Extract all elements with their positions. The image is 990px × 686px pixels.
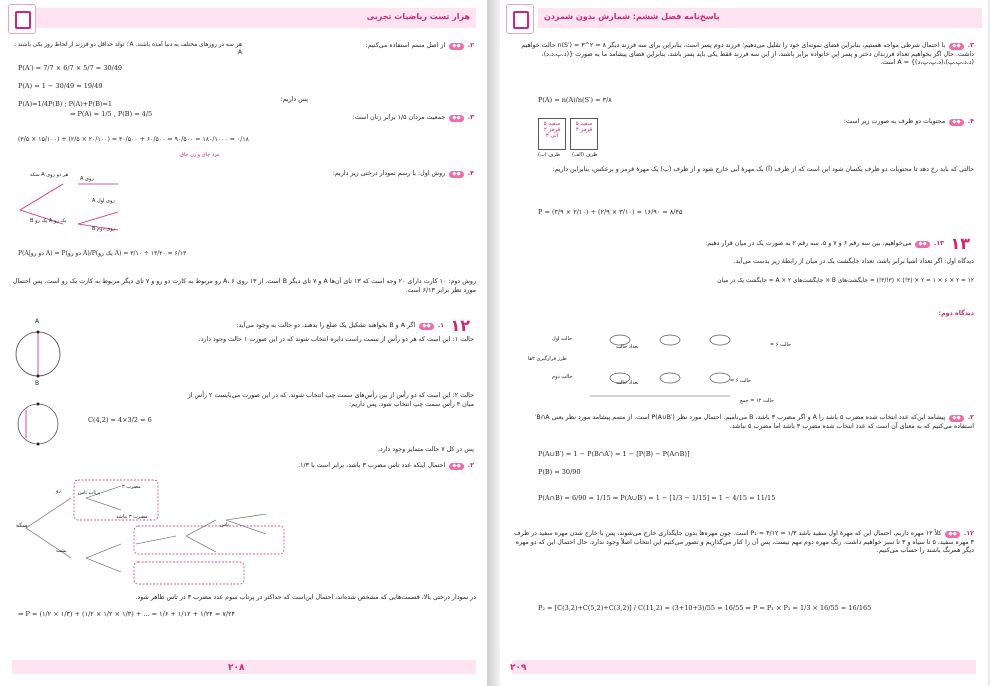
header-title: پاسخ‌نامه فصل ششم: شمارش بدون شمردن <box>544 12 720 21</box>
container-b-label: ظرف (ب) <box>538 152 561 158</box>
q6-tree-tails: پشت <box>56 548 67 554</box>
q6-tree-die: تاس <box>220 522 230 528</box>
book-logo-icon <box>8 4 36 34</box>
q5-conclusion: پس در کل ۷ حالت متمایز وجود دارد. <box>377 446 474 453</box>
q4-tree-label-3: روی اول A <box>92 198 115 204</box>
q13-case-1: حالت اول <box>552 336 573 342</box>
q13-count-label-1: تعداد حالت <box>616 344 639 350</box>
q6-tree-diagram <box>16 478 316 588</box>
q2-math-2: P(B) = 30/90 <box>538 468 581 476</box>
q4-math: P(A|دو رو A) = P(دو رو A)/P(یک رو A) = ۳/۱۰ ÷ ۱۳/۲۰ = ۶/۱۳ <box>18 250 187 257</box>
q12-math: P₂ = [C(3,2)+C(5,2)+C(3,2)] / C(11,2) = (3+10+3)/55 = 16/55 ⇒ P = P₁ × P₂ = 1/3 × 16/55 = 16/165 <box>538 604 872 612</box>
q3-math: P(A) = n(A)/n(S′) = ۳/۸ <box>538 96 612 104</box>
q2-math-1: P(A′) = 7/7 × 6/7 × 5/7 = 30/49 <box>18 64 123 72</box>
q4-intro: ۴. ◆◆ محتویات دو ظرف به صورت زیر است: <box>843 118 974 125</box>
q13-case-result-2: حالت ۶ = <box>730 378 752 384</box>
q5-case-1: حالت ۱: این است که هر دو رأس از سمت راست دایره انتخاب شوند که در این صورت ۱ حالت وجود دارد. <box>198 336 474 343</box>
circle-diagram-1 <box>16 322 66 386</box>
q4-method-2: روش دوم: ۱۰ کارت دارای ۲۰ وجه است که ۱۳ تای آن‌ها A و ۷ تای دیگر B است. از ۱۳ روی A، ۶ رو مربوط به کارت دو رو و ۷ تای دیگر مربوط به کارت یک رو است. پس احتمال مورد نظر برابر ۶/۱۳ است. <box>12 278 476 294</box>
q12-text: ۱۲. ◆◆ کلاً ۱۲ مهره داریم، احتمال این که مهرهٔ اول سفید باشد P₁ = ۴/۱۲ = ۱/۳ است. چون مهره‌ها بدون جایگذاری خارج می‌شوند، پس با خارج شدن مهره سفید در ظرف ۳ مهره سفید، ۵ تا سیاه و ۳ تا سبز خواهیم داشت. رنگ مهره دوم مهم نیست، پس آن را کنار می‌گذاریم و تصور می‌کنیم این انتخاب اصلاً وجود ندارد. حال احتمال این که دو مهره دیگر همرنگ باشند را حساب می‌کنیم. <box>514 530 974 554</box>
q4-explain: حالتی که باید رخ دهد تا محتویات دو ظرف یکسان شود این است که از ظرف (آ) یک مهرهٔ آبی خارج شود و از ظرف (ب) یک مهرهٔ قرمز و برعکس، بنابراین داریم: <box>552 166 974 173</box>
book-spine <box>487 0 501 686</box>
q13-placement-label: طرز قرارگیری ۲ها <box>528 356 567 362</box>
q2-math-3: P(A∩B) = 6/90 = 1/15 ⇒ P(A∪B′) = 1 − [1/3 − 1/15] = 1 − 4/15 = 11/15 <box>538 494 776 502</box>
left-page <box>0 0 488 686</box>
q4-math: P = (۳/۹ × ۲/۱۰) + (۲/۹ × ۳/۱۰) = ۱۶/۹۰ = ۸/۴۵ <box>538 208 683 216</box>
q6-math: ⇒ P = (۱/۲ × ۱/۳) + (۱/۲ × ۱/۲ × ۱/۳) + ... = ۱/۶ + ۱/۱۲ + ۱/۲۴ = ۷/۲۴ <box>18 610 236 618</box>
q13-total: حالت ۱۲ = جمع <box>740 398 775 404</box>
q4-tree-label-1: هر دو روی A سکه <box>30 172 69 178</box>
circle-diagram-2 <box>16 400 66 450</box>
q3-math: (۳/۵ × ۱۵/۱۰۰) + (۲/۵ × ۲۰/۱۰۰) = ۳۰/۵۰۰ + ۶۰/۵۰۰ = ۹۰/۵۰۰ = ۱۸۰/۱۰۰۰ = ۰/۱۸ <box>18 136 249 143</box>
container-b-box: ۵ سفید ۲ قرمز ۳ آبی <box>538 118 566 150</box>
q13-case-result-1: حالت ۶ = <box>770 342 792 348</box>
q6-tree-roll: پرتاب تاس <box>78 490 101 496</box>
q2-math-4: ⇒ P(A) = 1/5 , P(B) = 4/5 <box>70 110 153 118</box>
footer-band <box>512 660 976 674</box>
q4-tree-label-2: روی A <box>80 176 94 182</box>
q13-big-number: ۱۳ <box>950 234 970 253</box>
page-number: ۲۰۹ <box>510 663 527 673</box>
q13-arrangement-diagram <box>590 328 850 408</box>
book-logo-icon <box>506 4 534 34</box>
q2-intro: ۲. ◆◆ از اصل متمم استفاده می‌کنیم: <box>365 42 474 49</box>
q2-text: ۲. ◆◆ پیشامد این‌که عدد انتخاب شده مضرب ۵ باشد را A و اگر مضرب ۳ باشد، B می‌نامیم. احتمال مورد نظر P(A∪B′) است. از متمم پیشامد مورد نظر یعنی B∩A′ استفاده می‌کنیم که به معنای آن است که عدد انتخاب شده مضرب ۳ باشد اما مضرب ۵ نباشد. <box>534 414 974 430</box>
q13-case-2: حالت دوم <box>552 374 573 380</box>
page-number: ۲۰۸ <box>228 663 245 673</box>
q6-tree-coin: سکه <box>16 522 28 529</box>
q5-case-2: حالت ۲: این است که دو رأس از بین رأس‌های سمت چپ انتخاب شوند. که در این صورت می‌بایست ۲ رأس از میان ۴ رأس سمت چپ انتخاب شود. پس داریم: <box>187 392 474 408</box>
q2-math-3: P(A)=1/4P(B) ; P(A)+P(B)=1 <box>18 100 112 108</box>
q2-side-text: هر سه در روزهای مختلف به دنیا آمده باشند. A′: تولد حداقل دو فرزند از لحاظ روز یکی باشند : A <box>14 42 242 56</box>
circle-label-a: A <box>35 318 40 325</box>
q13-intro: ۱۳. ◆◆ می‌خواهیم، بین سه رقم ۶ و ۷ و ۵، سه رقم ۲ به صورت یک در میان قرار دهیم: <box>705 240 944 247</box>
q5-intro: ۱. ◆◆ اگر A و B بخواهند تشکیل یک ضلع را بدهند، دو حالت به وجود می‌آید: <box>236 322 444 329</box>
header-title: هزار تست ریاضیات تجربی <box>366 12 470 21</box>
q5-big-number: ۱۲ <box>450 316 470 335</box>
q4-tree-label-5: روی دوم B <box>92 226 116 232</box>
q2-math-2: P(A) = 1 − 30/49 = 19/49 <box>18 82 103 90</box>
q13-view-2: دیدگاه دوم: <box>938 310 974 317</box>
q13-view-1: دیدگاه اول: اگر تعداد اشیا برابر باشد، تعداد جایگشت یک در میان از رابطهٔ زیر بدست می‌آید. <box>733 258 974 265</box>
q6-tree-mult3: مضرب ۳ <box>122 484 141 490</box>
q2-conclusion: پس داریم: <box>280 96 308 103</box>
container-a-box: ۵ سفید ۴ قرمز <box>570 118 598 150</box>
q3-text: ۳. ◆◆ با احتمال شرطی مواجه هستیم، بنابراین فضای نمونه‌ای خود را تقلیل می‌دهیم؛ فرزند دوم پسر است، بنابراین برای سه فرزند دیگر ۸ = ۲^۳ = n(S′) حالت خواهیم داشت. حال اگر بخواهیم تعداد فرزندان دختر و پسر این خانواده برابر باشند، از این سه فرزند فقط یکی باید پسر باشد، بنابراین فضای پیشامد ما به صورت {(د،پ،د،د)،(د،د،پ،پ)،(د،پ،پ،د)} = A است. <box>521 42 974 66</box>
q13-count-label-2: تعداد حالت <box>616 380 639 386</box>
q5-case-2-math: C(4,2) = 4×3/2 = 6 <box>88 416 152 424</box>
q3-intro: ۳. ◆◆ جمعیت مردان ۱/۵ برابر زنان است: <box>352 114 474 121</box>
q4-tree-label-4: یک رو A یک رو B <box>30 218 67 224</box>
q6-footer: در نمودار درختی بالا، قسمت‌هایی که مشخص شده‌اند، احتمال این‌است که حداکثر در پرتاب سوم عدد مضرب ۳ در تاس ظاهر شود. <box>135 594 476 601</box>
right-page <box>500 0 988 686</box>
q6-tree-heads: رو <box>56 488 61 494</box>
q6-tree-not-mult3: مضرب ۳ نباشد <box>116 514 148 520</box>
q6-intro: ۲. ◆◆ احتمال اینکه عدد تاس مضرب ۳ باشد، برابر است با ۱/۳. <box>298 462 474 469</box>
q3-side-note: مرد چاق و زن چاق <box>180 152 220 158</box>
q13-formula: ۱۲ = ۲ × ۶ × ۱ = ۲ × (۳!) × (۳!/۳!) = جایگشت‌های B × جایگشت‌های A × ۲ = جایگشت یک در میان <box>717 278 974 284</box>
container-a-label: ظرف (الف) <box>572 152 598 158</box>
q4-intro: ۴. ◆◆ روش اول: با رسم نمودار درختی زیر داریم: <box>332 170 474 177</box>
circle-label-b: B <box>35 380 40 387</box>
q2-math-1: P(A∪B′) = 1 − P(B∩A′) = 1 − [P(B) − P(A∩B)] <box>538 450 690 458</box>
